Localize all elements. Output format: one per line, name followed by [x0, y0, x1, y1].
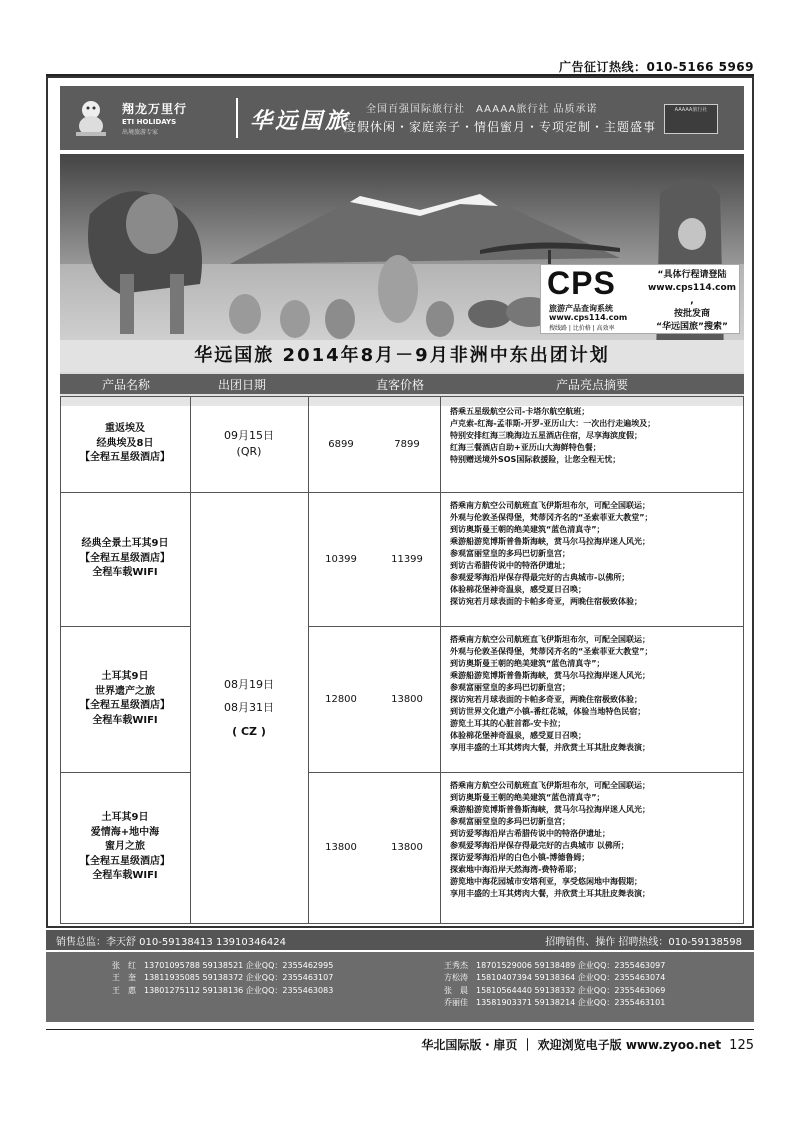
highlight-item: 到访古希腊传说中的特洛伊遗址； — [450, 561, 570, 570]
plan-title: 华远国旅 2014年8月－9月非洲中东出团计划 — [60, 340, 744, 372]
col-header-product: 产品名称 — [102, 378, 151, 392]
cps-hint-line: “华远国旅”搜索” — [656, 322, 728, 333]
page-footer — [421, 1036, 754, 1053]
product-name-cell — [60, 626, 190, 772]
product-name-line: 【全程五星级酒店】 — [80, 552, 170, 564]
highlight-item: 到访世界文化遗产小镇-番红花城，体验当地特色民宿； — [450, 707, 646, 716]
product-name-line: 土耳其9日 — [101, 812, 149, 824]
price-cell: 10399 — [325, 553, 357, 565]
highlight-item: 搭乘南方航空公司航班直飞伊斯坦布尔，可配全国联运； — [450, 781, 650, 790]
highlight-item: 到访奥斯曼王朝的绝美建筑“蓝色清真寺”； — [450, 659, 605, 668]
contact-name: 方松涛 — [444, 973, 468, 983]
date-cell-egypt — [190, 396, 308, 492]
contact-info: 13801275112 59138136 企业QQ：2355463083 — [144, 985, 334, 995]
highlight-item: 乘游船游览博斯普鲁斯海峡，赏马尔马拉海岸迷人风光； — [450, 671, 650, 680]
cps-url[interactable]: www.cps114.com — [549, 313, 628, 322]
product-name-cell — [60, 492, 190, 626]
contact-info: 13581903371 59138214 企业QQ：2355463101 — [476, 998, 666, 1008]
highlight-item: 特别赠送境外SOS国际救援险，让您全程无忧； — [450, 455, 621, 464]
dragon-mascot-logo — [68, 96, 114, 140]
badge-label: AAAAA旅行社 — [674, 107, 708, 113]
highlight-item: 参观爱琴海沿岸保存得最完好的古典城市-以佛所； — [450, 573, 630, 582]
cps-tags: 搜线路 | 比价格 | 高效率 — [549, 325, 615, 332]
contact-row — [96, 972, 333, 984]
product-name-line: 爱情海+地中海 — [90, 826, 160, 838]
date-cell-turkey — [190, 492, 308, 924]
page-number: 125 — [729, 1038, 754, 1053]
contact-panel — [46, 952, 754, 1022]
product-name-line: 经典埃及8日 — [96, 437, 154, 449]
highlight-item: 参观爱琴海沿岸保存得最完好的古典城市 以佛所； — [450, 841, 629, 850]
highlight-item: 外观与伦敦圣保得堡，梵蒂冈齐名的“圣索菲亚大教堂”； — [450, 513, 653, 522]
contact-name: 张 晨 — [444, 985, 468, 995]
price-cell: 6899 — [328, 438, 354, 450]
product-name-line: 全程车载WIFI — [92, 567, 158, 579]
sales-bar — [46, 930, 754, 950]
contact-name: 张 红 — [112, 961, 136, 970]
table-border-right — [743, 396, 744, 924]
contact-row — [428, 985, 665, 997]
highlight-item: 乘游船游览博斯普鲁斯海峡，赏马尔马拉海岸迷人风光； — [450, 805, 650, 814]
highlight-list — [450, 406, 740, 466]
product-name-line: 世界遗产之旅 — [95, 685, 155, 697]
contact-info: 15810407394 59138364 企业QQ：2355463074 — [476, 973, 666, 983]
product-name-line: 土耳其9日 — [101, 671, 149, 682]
product-name-cell — [60, 772, 190, 923]
contact-list-left — [96, 960, 333, 997]
logo-divider — [236, 98, 238, 138]
product-name-line: 【全程五星级酒店】 — [80, 855, 170, 867]
highlight-item: 探访宛若月球表面的卡帕多奇亚，两晚住宿极致体验； — [450, 695, 642, 704]
table-border-bottom — [60, 923, 744, 924]
highlight-item: 到访奥斯曼王朝的绝美建筑“蓝色清真寺”； — [450, 525, 605, 534]
airline-code: ( CZ ) — [232, 724, 266, 738]
cps-info-box — [540, 264, 740, 334]
highlight-item: 搭乘南方航空公司航班直飞伊斯坦布尔，可配全国联运； — [450, 635, 650, 644]
price-cell: 13800 — [325, 842, 357, 853]
highlight-item: 到访奥斯曼王朝的绝美建筑“蓝色清真寺”； — [450, 793, 605, 802]
contact-name: 王 奎 — [112, 973, 136, 983]
cps-system-name: 旅游产品查询系统 — [549, 304, 613, 313]
highlight-item: 乘游船游览博斯普鲁斯海峡，赏马尔马拉海岸迷人风光； — [450, 537, 650, 546]
highlight-item: 探索地中海沿岸天然海湾-费特希耶； — [450, 865, 582, 874]
price-cell: 12800 — [325, 693, 357, 705]
eti-logo-en: ETI HOLIDAYS — [122, 118, 177, 126]
contact-name: 王秀杰 — [444, 961, 468, 970]
highlight-item: 卢克索-红海-孟菲斯-开罗-亚历山大：一次出行走遍埃及； — [450, 419, 656, 428]
product-name-line: 蜜月之旅 — [105, 841, 145, 853]
cps-hint-line: “具体行程请登陆 — [657, 270, 727, 280]
col-header-highlights: 产品亮点摘要 — [556, 378, 629, 392]
eti-logo-cn: 翔龙万里行 — [122, 102, 188, 116]
tour-table — [60, 396, 744, 924]
highlight-item: 搭乘五星级航空公司-卡塔尔航空航班； — [450, 407, 590, 416]
highlight-item: 享用丰盛的土耳其烤肉大餐，并欣赏土耳其肚皮舞表演； — [450, 889, 650, 898]
highlight-list — [450, 500, 740, 608]
bottom-rule — [46, 1029, 754, 1030]
table-header — [60, 374, 744, 394]
highlight-item: 到访爱琴海沿岸古希腊传说中的特洛伊遗址； — [450, 829, 610, 838]
highlight-item: 搭乘南方航空公司航班直飞伊斯坦布尔，可配全国联运； — [450, 501, 650, 510]
cps-logo: CPS — [547, 265, 616, 301]
highlight-item: 参观富丽堂皇的多玛巴切新皇宫； — [450, 817, 570, 826]
product-name-line: 【全程五星级酒店】 — [80, 700, 170, 711]
product-name-line: 经典全景土耳其9日 — [81, 538, 169, 550]
highlight-item: 探访爱琴海沿岸的白色小镇-博德鲁姆； — [450, 853, 590, 862]
contact-name: 王 惠 — [112, 985, 136, 995]
highlight-item: 游览地中海花园城市安塔利亚，享受悠闲地中海假期； — [450, 877, 642, 886]
col-divider — [440, 396, 441, 924]
sales-director: 销售总监：李天舒 010-59138413 13910346424 — [56, 937, 286, 948]
departure-date: 08月19日 — [224, 678, 274, 692]
ad-hotline: 广告征订热线：010-5166 5969 — [558, 60, 754, 74]
contact-row — [96, 960, 333, 972]
highlight-item: 享用丰盛的土耳其烤肉大餐，并欣赏土耳其肚皮舞表演； — [450, 743, 650, 752]
highlight-item: 红海三餐酒店自助+亚历山大海鲜特色餐； — [450, 443, 601, 452]
contact-row — [428, 997, 665, 1009]
product-name-line: 全程车载WIFI — [92, 714, 158, 726]
highlight-item: 体验棉花堡神奇温泉，感受夏日召唤； — [450, 731, 586, 740]
col-header-date: 出团日期 — [218, 378, 267, 392]
cps-hint-line: 按批发商 — [673, 309, 710, 320]
highlight-item: 参观富丽堂皇的多玛巴切新皇宫； — [450, 683, 570, 692]
col-header-price: 直客价格 — [376, 378, 425, 392]
brand-header — [60, 86, 744, 150]
eti-logo-sub: 出境旅游专家 — [122, 129, 159, 136]
agency-tagline: 全国百强国际旅行社 AAAAA旅行社 品质承诺 — [366, 104, 598, 115]
cps-hint-line[interactable]: www.cps114.com , — [647, 283, 737, 307]
contact-row — [96, 985, 333, 997]
highlight-item: 探访宛若月球表面的卡帕多奇亚，两晚住宿极致体验； — [450, 597, 642, 606]
departure-date: 09月15日 — [224, 428, 274, 442]
product-name-cell — [60, 396, 190, 492]
aaaaa-badge — [664, 104, 718, 134]
footer-text: 华北国际版・扉页 ｜ 欢迎浏览电子版 www.zyoo.net — [421, 1038, 722, 1052]
departure-date: 08月31日 — [224, 701, 274, 715]
eti-logo — [122, 100, 232, 136]
contact-row — [428, 972, 665, 984]
highlight-item: 参观富丽堂皇的多玛巴切新皇宫； — [450, 549, 570, 558]
product-name-line: 【全程五星级酒店】 — [80, 452, 170, 464]
recruitment-hotline: 招聘销售、操作 招聘热线：010-59138598 — [545, 937, 742, 948]
ad-frame — [46, 76, 754, 928]
contact-info: 15810564440 59138332 企业QQ：2355463069 — [476, 985, 666, 995]
highlight-list — [450, 634, 740, 754]
price-cell: 13800 — [391, 693, 423, 705]
contact-row — [428, 960, 665, 972]
highlight-item: 体验棉花堡神奇温泉，感受夏日召唤； — [450, 585, 586, 594]
contact-info: 13811935085 59138372 企业QQ：2355463107 — [144, 973, 334, 983]
cps-search-hint — [645, 269, 739, 334]
contact-info: 13701095788 59138521 企业QQ：2355462995 — [144, 961, 334, 970]
highlight-item: 游览土耳其的心脏首都-安卡拉； — [450, 719, 566, 728]
product-name-line: 重返埃及 — [105, 423, 145, 435]
huayuan-logo: 华远国旅 — [250, 109, 351, 134]
contact-info: 18701529006 59138489 企业QQ：2355463097 — [476, 961, 666, 970]
price-cell: 11399 — [391, 553, 423, 565]
contact-name: 乔丽佳 — [444, 998, 468, 1008]
product-name-line: 全程车载WIFI — [92, 870, 158, 882]
service-list: 度假休闲・家庭亲子・情侣蜜月・专项定制・主题盛事 — [344, 120, 657, 134]
airline-code: (QR) — [236, 445, 262, 458]
price-cell: 13800 — [391, 842, 423, 853]
price-cell: 7899 — [394, 438, 420, 450]
contact-list-right — [428, 960, 665, 1010]
highlight-list — [450, 780, 740, 900]
highlight-item: 外观与伦敦圣保得堡，梵蒂冈齐名的“圣索菲亚大教堂”； — [450, 647, 653, 656]
highlight-item: 特别安排红海三晚海边五星酒店住宿，尽享海滨度假； — [450, 431, 642, 440]
